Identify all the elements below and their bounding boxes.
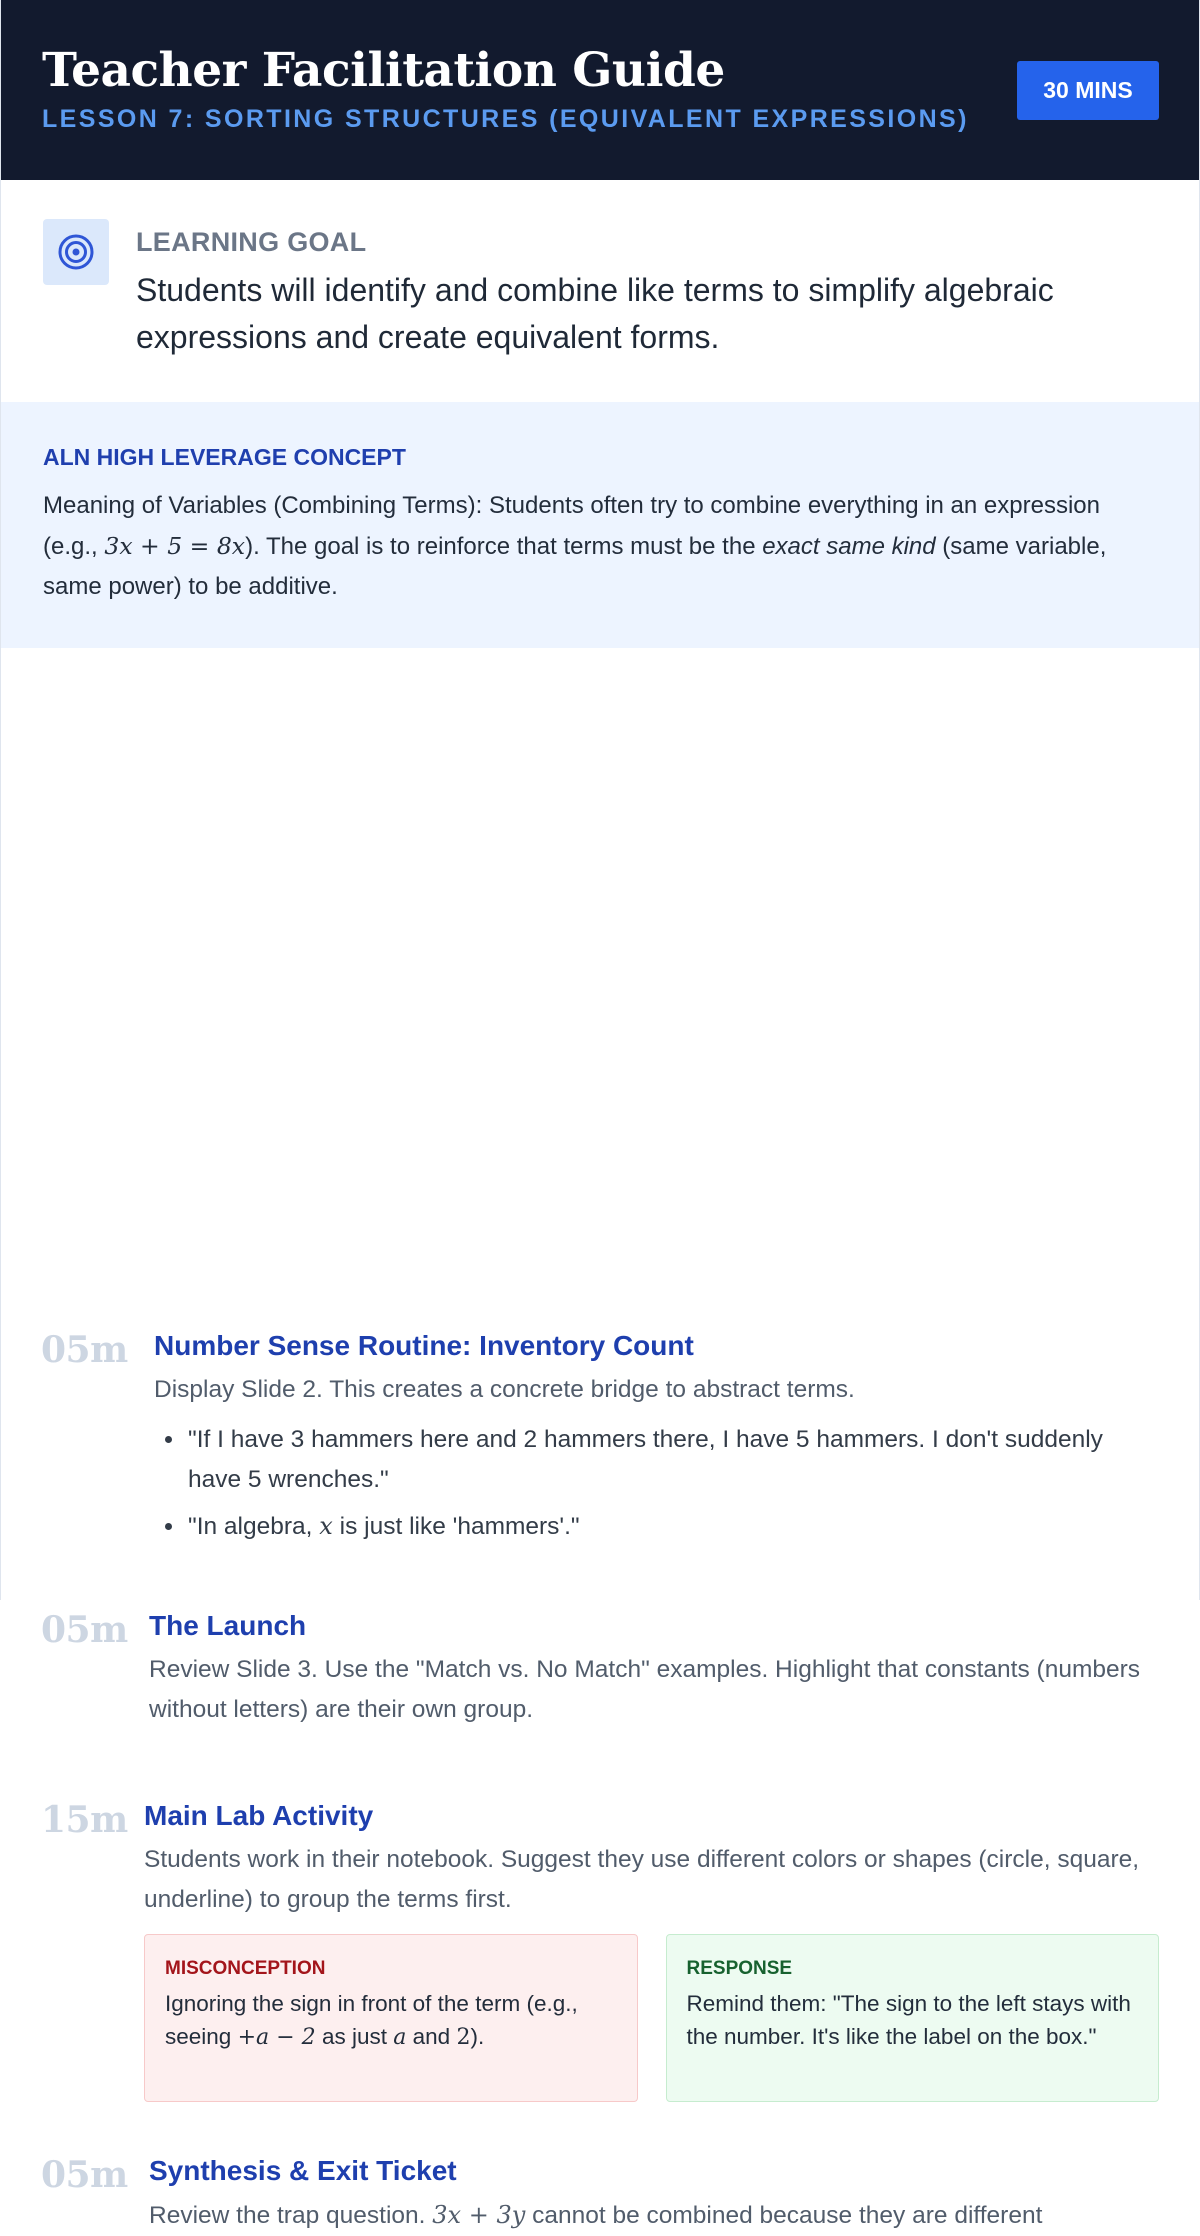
step-description: Review Slide 3. Use the "Match vs. No Match" examples. Highlight that constants (numbers without letters) are their own group. [149, 1656, 1141, 1723]
list-item [186, 1506, 1159, 1547]
concept-label: ALN HIGH LEVERAGE CONCEPT [43, 444, 406, 470]
learning-goal-section [1, 180, 1199, 402]
concept-text-b: ). The goal is to reinforce that terms must be the [245, 533, 763, 560]
bullet-text-b: is just like 'hammers'." [332, 1513, 580, 1540]
miscon-math-c: 2 [456, 2025, 471, 2050]
misconception-label: MISCONCEPTION [165, 1958, 326, 1979]
step-body [154, 1328, 1159, 1553]
response-label: RESPONSE [686, 1958, 793, 1979]
step-time: 05m [41, 1609, 128, 1651]
synthesis-math: 3x + 3y [432, 2201, 526, 2229]
step-time: 05m [41, 1329, 128, 1371]
bullet-math: x [319, 1512, 333, 1540]
synthesis-text-b: cannot be combined because they are different [525, 2202, 1043, 2229]
response-text: Remind them: "The sign to the left stays with the number. It's like the label on the box." [686, 1991, 1131, 2049]
synthesis-text-a: Review the trap question. [149, 2202, 433, 2229]
response-box [666, 1934, 1160, 2102]
concept-text-c: (same variable, same power) to be additive. [43, 533, 1107, 600]
step-body [149, 2153, 1159, 2236]
high-leverage-concept-section [1, 402, 1199, 648]
step-description: Display Slide 2. This creates a concrete bridge to abstract terms. [154, 1376, 855, 1403]
misconception-box [144, 1934, 638, 2102]
miscon-math-a: +a − 2 [237, 2025, 316, 2050]
learning-goal-label: LEARNING GOAL [136, 227, 367, 257]
step-time: 15m [41, 1799, 128, 1841]
duration-badge: 30 MINS [1017, 61, 1159, 120]
step-time: 05m [41, 2154, 128, 2196]
misconception-text [165, 1987, 617, 2054]
step-description: Students work in their notebook. Suggest they use different colors or shapes (circle, square, underline) to group the terms first. [144, 1846, 1140, 1913]
concept-math-example: 3x + 5 = 8x [104, 532, 246, 560]
lesson-subtitle: LESSON 7: SORTING STRUCTURES (EQUIVALENT EXPRESSIONS) [42, 105, 969, 133]
miscon-math-b: a [393, 2025, 407, 2050]
step-bullets [154, 1420, 1159, 1547]
step-title: Synthesis & Exit Ticket [149, 2155, 457, 2186]
step-title: Number Sense Routine: Inventory Count [154, 1330, 694, 1361]
miscon-text-a: Ignoring the sign in front of the term (e.g., seeing [165, 1991, 578, 2049]
miscon-text-b: as just [315, 2024, 394, 2049]
target-icon [43, 219, 109, 285]
page-title: Teacher Facilitation Guide [42, 43, 725, 98]
miscon-text-d: ). [470, 2024, 485, 2049]
concept-emphasis: exact same kind [762, 533, 936, 560]
step-body [144, 1798, 1159, 2102]
miscon-text-c: and [406, 2024, 457, 2049]
step-description [149, 2195, 1159, 2236]
list-item: • "If I have 3 hammers here and 2 hammers there, I have 5 hammers. I don't suddenly have 5 wrenches." [186, 1420, 1159, 1500]
misconception-response-boxes [144, 1934, 1159, 2102]
concept-text [43, 486, 1159, 607]
step-body [149, 1608, 1159, 1730]
bullet-text-a: "In algebra, [188, 1513, 320, 1540]
guide-header [1, 0, 1199, 180]
step-title: Main Lab Activity [144, 1800, 374, 1831]
learning-goal-text: Students will identify and combine like terms to simplify algebraic expressions and create equivalent forms. [136, 272, 1054, 355]
step-title: The Launch [149, 1610, 307, 1641]
concept-text-a: Meaning of Variables (Combining Terms): Students often try to combine everything in an expression (e.g., [43, 492, 1100, 560]
